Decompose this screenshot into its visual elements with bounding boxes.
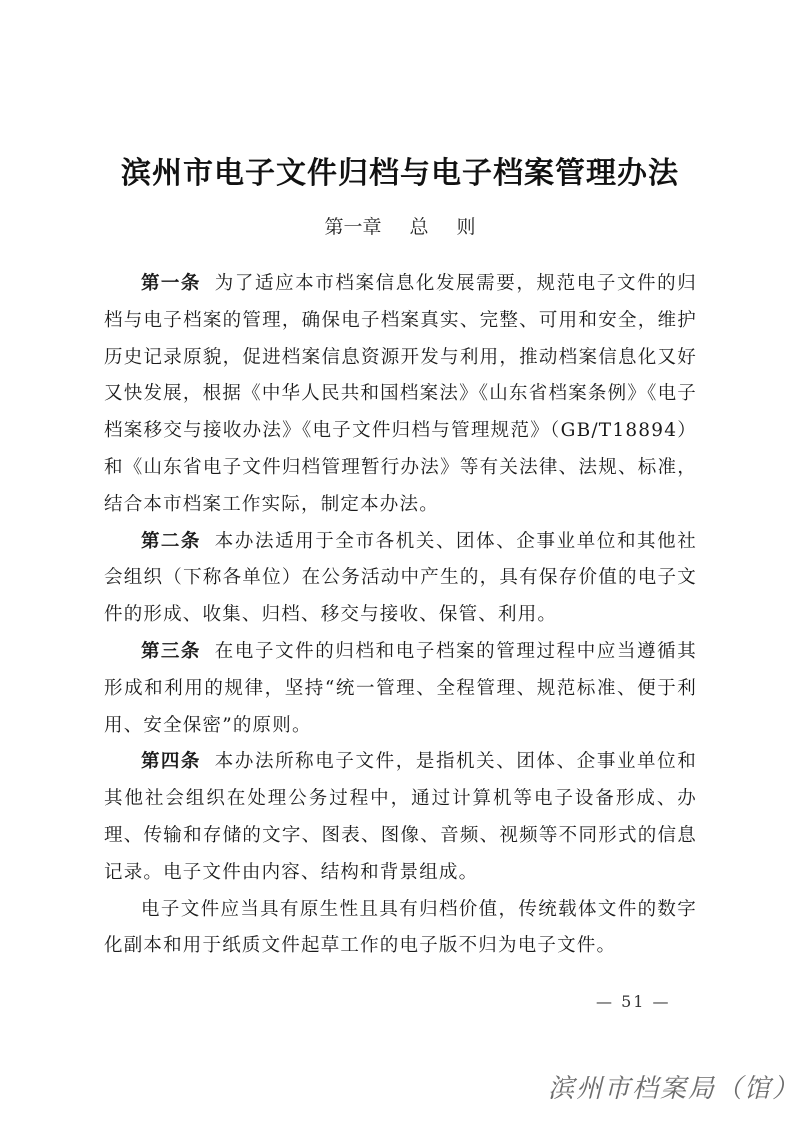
chapter-name-part1: 总 [409, 216, 429, 238]
document-title: 滨州市电子文件归档与电子档案管理办法 [121, 156, 679, 191]
article-3-heading: 第三条 [141, 640, 201, 662]
continuation-paragraph: 电子文件应当具有原生性且具有归档价值，传统载体文件的数字化副本和用于纸质文件起草工作的电子版不归为电子文件。 [104, 898, 697, 957]
article-2-text: 本办法适用于全市各机关、团体、企事业单位和其他社会组织（下称各单位）在公务活动中产生的，具有保存价值的电子文件的形成、收集、归档、移交与接收、保管、利用。 [104, 530, 697, 626]
chapter-label: 第一章 [324, 216, 382, 238]
article-1-text: 为了适应本市档案信息化发展需要，规范电子文件的归档与电子档案的管理，确保电子档案真实、完整、可用和安全，维护历史记录原貌，促进档案信息资源开发与利用，推动档案信息化又好又快发展，根据《中华人民共和国档案法》《山东省档案条例》《电子档案移交与接收办法》《电子文件归档与管理规范》（GB/T18894）和《山东省电子文件归档管理暂行办法》等有关法律、法规、标准，结合本市档案工作实际，制定本办法。 [104, 273, 697, 515]
article-3-text: 在电子文件的归档和电子档案的管理过程中应当遵循其形成和利用的规律，坚持“统一管理、全程管理、规范标准、便于利用、安全保密”的原则。 [104, 640, 697, 736]
article-4-heading: 第四条 [141, 751, 201, 773]
page-number: — 51 — [596, 992, 671, 1011]
article-3 [104, 634, 697, 744]
article-2 [104, 524, 697, 634]
article-2-heading: 第二条 [141, 530, 201, 552]
chapter-heading [0, 212, 800, 239]
document-body [104, 266, 697, 965]
watermark-text: 滨州市档案局（馆） [548, 1074, 800, 1104]
chapter-name-part2: 则 [456, 216, 476, 238]
article-1 [104, 266, 697, 524]
article-1-heading: 第一条 [141, 273, 201, 294]
article-4-text: 本办法所称电子文件，是指机关、团体、企事业单位和其他社会组织在处理公务过程中，通过计算机等电子设备形成、办理、传输和存储的文字、图表、图像、音频、视频等不同形式的信息记录。电子文件由内容、结构和背景组成。 [104, 751, 697, 883]
article-4 [104, 744, 697, 891]
